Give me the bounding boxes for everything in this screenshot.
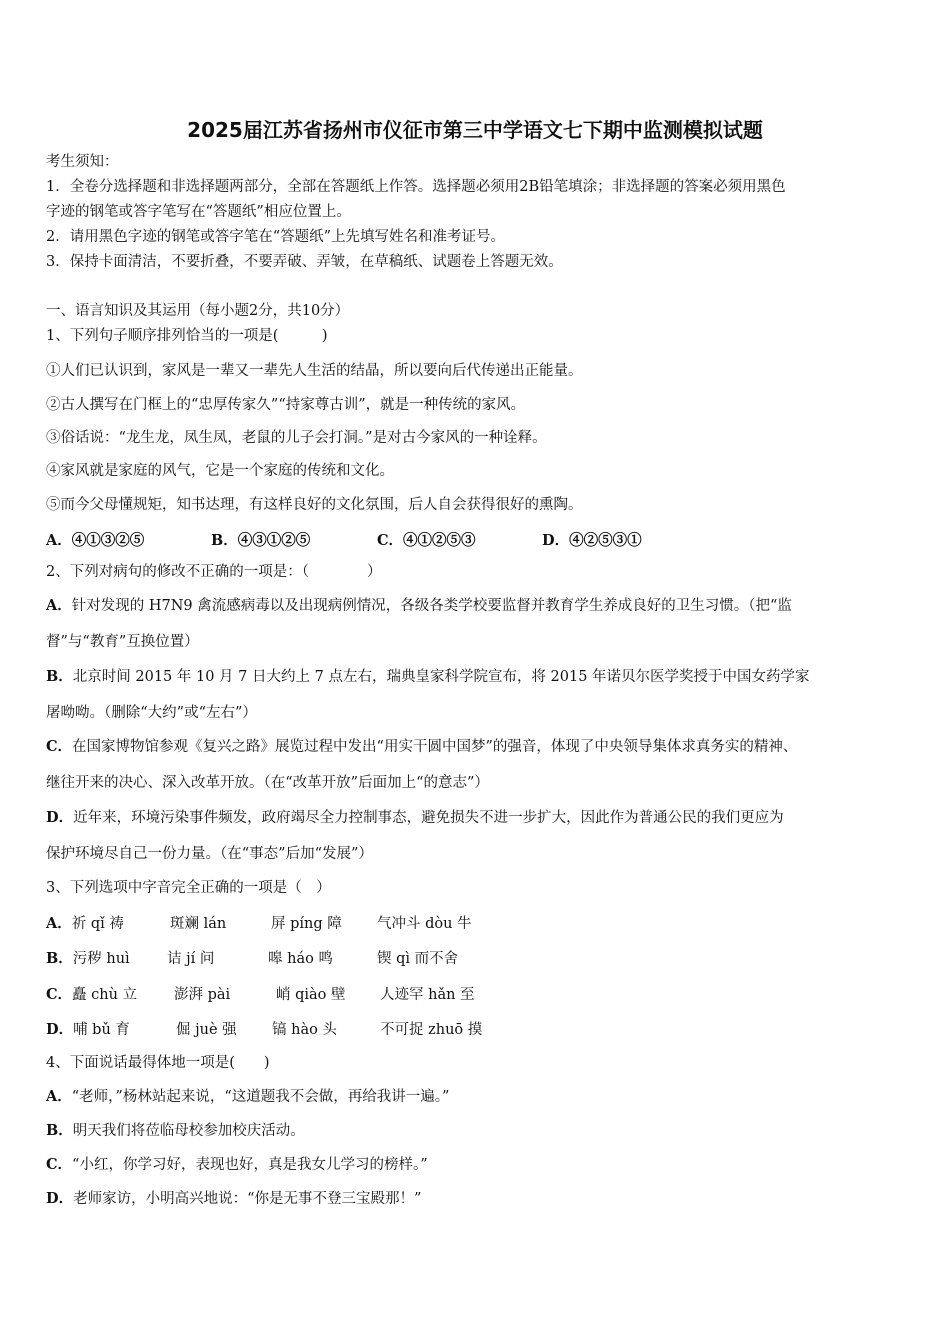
q4-option-a[interactable]: A．“老师，”杨林站起来说，“这道题我不会做，再给我讲一遍。” (46, 1088, 450, 1105)
q4-option-c[interactable]: C．“小红，你学习好，表现也好，真是我女儿学习的榜样。” (46, 1156, 428, 1173)
q3-b-item-2: 诘 jí 问 (167, 951, 215, 967)
q3-a-item-4: 气冲斗 dòu 牛 (377, 916, 472, 932)
q2-option-b-line2: 屠呦呦。（删除“大约”或“左右”） (46, 705, 257, 721)
q3-a-item-3: 屏 píng 障 (271, 916, 342, 932)
q3-a-item-2: 斑斓 lán (170, 916, 227, 932)
q1-option-a[interactable]: A．④①③②⑤ (46, 532, 145, 549)
option-letter: D． (46, 1021, 74, 1038)
q1-option-b[interactable]: B．④③①②⑤ (211, 532, 311, 549)
q3-c-item-3: 峭 qiào 壁 (276, 987, 346, 1003)
q3-option-b[interactable]: B．污秽 huì (46, 950, 130, 967)
q1-stem: 1、下列句子顺序排列恰当的一项是( ) (46, 328, 328, 344)
q3-c-item-2: 澎湃 pài (174, 987, 231, 1003)
notice-line-1a: 1．全卷分选择题和非选择题两部分，全部在答题纸上作答。选择题必须用2B铅笔填涂；非选择题的答案必须用黑色 (46, 179, 786, 195)
option-letter: C． (46, 986, 73, 1003)
q1-sentence-2: ②古人撰写在门框上的“忠厚传家久”“持家尊古训”，就是一种传统的家风。 (46, 397, 526, 413)
q1-sentence-1: ①人们已认识到，家风是一辈又一辈先人生活的结晶，所以要向后代传递出正能量。 (46, 363, 583, 379)
q2-option-a-line1[interactable]: A．针对发现的 H7N9 禽流感病毒以及出现病例情况，各级各类学校要监督并教育学生养成良好的卫生习惯。（把“监 (46, 597, 792, 614)
q1-sentence-5: ⑤而今父母懂规矩，知书达理，有这样良好的文化氛围，后人自会获得很好的熏陶。 (46, 497, 583, 513)
q4-option-d[interactable]: D．老师家访，小明高兴地说：“你是无事不登三宝殿那！” (46, 1190, 422, 1207)
option-letter: D． (46, 809, 74, 826)
option-letter: B． (46, 668, 73, 685)
q2-option-d-line2: 保护环境尽自己一份力量。（在“事态”后加“发展”） (46, 846, 373, 862)
notice-heading: 考生须知： (46, 154, 119, 170)
q1-option-d[interactable]: D．④②⑤③① (542, 532, 642, 549)
q4-stem: 4、下面说话最得体地一项是( ) (46, 1055, 270, 1071)
section-heading: 一、语言知识及其运用（每小题2分，共10分） (46, 303, 350, 319)
option-letter: A． (46, 597, 72, 614)
q4-option-b[interactable]: B．明天我们将莅临母校参加校庆活动。 (46, 1122, 305, 1139)
page-title: 2025届江苏省扬州市仪征市第三中学语文七下期中监测模拟试题 (187, 118, 763, 142)
q3-option-d[interactable]: D．哺 bǔ 育 (46, 1021, 130, 1038)
notice-line-2: 2．请用黑色字迹的钢笔或答字笔在“答题纸”上先填写姓名和准考证号。 (46, 229, 506, 245)
q3-d-item-3: 镐 hào 头 (272, 1022, 337, 1038)
notice-line-1b: 字迹的钢笔或答字笔写在“答题纸”相应位置上。 (46, 204, 351, 220)
option-letter: A． (46, 1088, 72, 1105)
q1-option-c[interactable]: C．④①②⑤③ (377, 532, 476, 549)
option-letter: A． (46, 915, 72, 932)
q3-c-item-4: 人迹罕 hǎn 至 (380, 987, 475, 1003)
q3-b-item-4: 锲 qì 而不舍 (377, 951, 459, 967)
q3-d-item-4: 不可捉 zhuō 摸 (380, 1022, 483, 1038)
q2-option-a-line2: 督”与“教育”互换位置） (46, 634, 199, 650)
q2-option-d-line1[interactable]: D．近年来，环境污染事件频发，政府竭尽全力控制事态，避免损失不进一步扩大，因此作为普通公民的我们更应为 (46, 809, 784, 826)
q3-option-c[interactable]: C．矗 chù 立 (46, 986, 138, 1003)
notice-line-3: 3．保持卡面清洁，不要折叠，不要弄破、弄皱，在草稿纸、试题卷上答题无效。 (46, 254, 563, 270)
option-letter: B． (46, 950, 73, 967)
option-letter: B． (46, 1122, 73, 1139)
q3-option-a[interactable]: A．祈 qǐ 祷 (46, 915, 124, 932)
q3-b-item-3: 嗥 háo 鸣 (268, 951, 333, 967)
option-letter: C． (46, 1156, 73, 1173)
q2-stem: 2、下列对病句的修改不正确的一项是：（ ） (46, 564, 382, 580)
q2-option-b-line1[interactable]: B．北京时间 2015 年 10 月 7 日大约上 7 点左右，瑞典皇家科学院宣布，将 2015 年诺贝尔医学奖授于中国女药学家 (46, 668, 810, 685)
q1-sentence-4: ④家风就是家庭的风气，它是一个家庭的传统和文化。 (46, 463, 394, 479)
option-letter: D． (46, 1190, 74, 1207)
q3-d-item-2: 倔 juè 强 (176, 1022, 237, 1038)
option-letter: C． (46, 738, 73, 755)
q3-stem: 3、下列选项中字音完全正确的一项是（ ） (46, 880, 331, 896)
q1-sentence-3: ③俗话说：“龙生龙，凤生凤，老鼠的儿子会打洞。”是对古今家风的一种诠释。 (46, 430, 547, 446)
q2-option-c-line2: 继往开来的决心、深入改革开放。（在“改革开放”后面加上“的意志”） (46, 775, 489, 791)
q2-option-c-line1[interactable]: C．在国家博物馆参观《复兴之路》展览过程中发出“用实干圆中国梦”的强音，体现了中央领导集体求真务实的精神、 (46, 738, 798, 755)
